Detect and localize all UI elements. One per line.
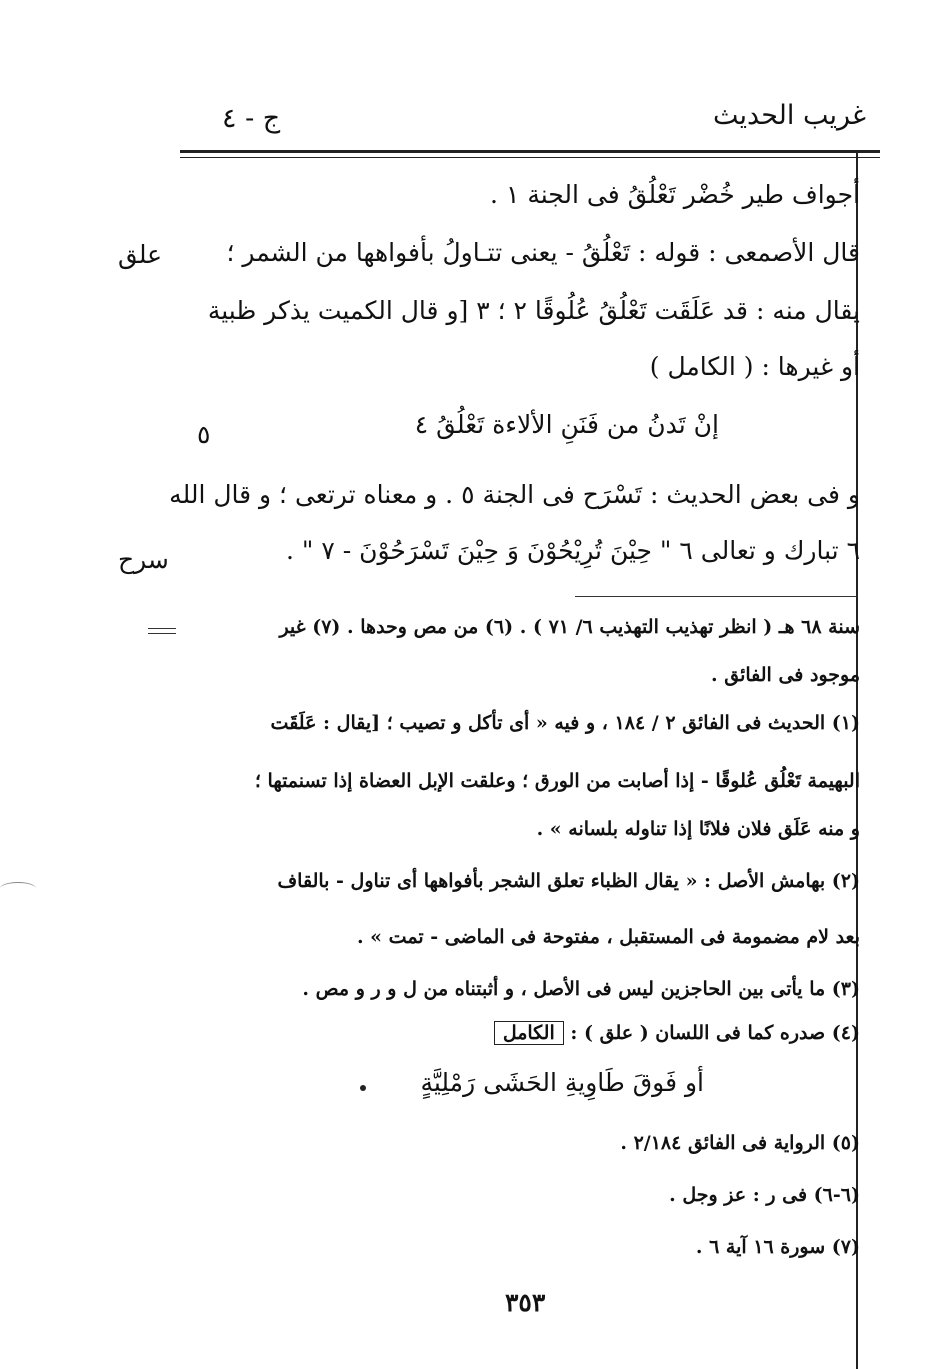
margin-note: سرح xyxy=(118,545,169,574)
footnote-line: و منه عَلَق فلان فلانًا إذا تناوله بلسانه » . xyxy=(536,818,860,840)
footnote-line: موجود فى الفائق . xyxy=(711,664,860,686)
page-number: ٣٥٣ xyxy=(505,1288,546,1317)
footnote-line: (٣) ما يأتى بين الحاجزين ليس فى الأصل ، و أثبتناه من ل و ر و مص . xyxy=(302,978,860,1000)
body-line: و فى بعض الحديث : تَسْرَح فى الجنة ٥ . و معناه ترتعى ؛ و قال الله xyxy=(169,480,860,509)
scan-mark xyxy=(0,882,36,895)
body-line: قال الأصمعى : قوله : تَعْلُقُ - يعنى تتـاولُ بأفواهها من الشمر ؛ xyxy=(226,238,860,267)
footnote-line: سنة ٦٨ هـ ( انظر تهذيب التهذيب ٦/ ٧١ ) . (٦) من مص وحدها . (٧) غير xyxy=(279,616,860,638)
margin-note: علق xyxy=(118,240,163,269)
header-rule-thick xyxy=(180,150,880,153)
running-title: غريب الحديث xyxy=(713,100,866,131)
footnote-line: (٢) بهامش الأصل : « يقال الظباء تعلق الشجر بأفواهها أى تناول - بالقاف xyxy=(277,870,860,892)
body-line: ٦ تبارك و تعالى ٦ " حِيْنَ تُرِيْحُوْنَ وَ حِيْنَ تَسْرَحُوْنَ - ٧ " . xyxy=(286,536,860,565)
continuation-mark xyxy=(148,628,176,629)
verse-dot xyxy=(360,1085,366,1091)
volume-label: ج - ٤ xyxy=(222,103,281,134)
footnote-line xyxy=(494,1022,860,1044)
footnote-line: البهيمة تَعْلُق عُلوقًا - إذا أصابت من الورق ؛ وعلقت الإبل العضاة إذا تسنمتها ؛ xyxy=(254,770,860,792)
verse-line: إنْ تَدنُ من فَنَنِ الألاءة تَعْلُقُ ٤ xyxy=(414,410,719,439)
body-line: أجواف طير خُضْر تَعْلُقُ فى الجنة ١ . xyxy=(490,180,860,209)
body-line: يقال منه : قد عَلَقَت تَعْلُقُ عُلُوقًا ٢ ؛ ٣ [و قال الكميت يذكر ظبية xyxy=(207,296,860,325)
header-rule-thin xyxy=(180,157,880,158)
footnote-rule xyxy=(575,596,857,597)
line-number: ٥ xyxy=(197,420,211,449)
footnote-line: (٥) الرواية فى الفائق ٢/١٨٤ . xyxy=(620,1132,860,1154)
footnote-text: (٤) صدره كما فى اللسان ( علق ) : xyxy=(570,1022,860,1044)
footnote-line: (٦-٦) فى ر : عز وجل . xyxy=(669,1184,860,1206)
meter-bracket: الكامل xyxy=(494,1021,564,1045)
body-line: أو غيرها : ( الكامل ) xyxy=(649,352,860,381)
continuation-mark xyxy=(148,633,176,634)
footnote-line: (١) الحديث فى الفائق ٢ / ١٨٤ ، و فيه « أى تأكل و تصيب ؛ [يقال : عَلَقَت xyxy=(270,712,860,734)
footnote-line: (٧) سورة ١٦ آية ٦ . xyxy=(695,1236,860,1258)
footnote-line: بعد لام مضمومة فى المستقبل ، مفتوحة فى الماضى - تمت » . xyxy=(356,926,860,948)
footnote-verse: أو فَوقَ طَاوِيةِ الحَشَى رَمْلِيَّةٍ xyxy=(420,1068,704,1097)
